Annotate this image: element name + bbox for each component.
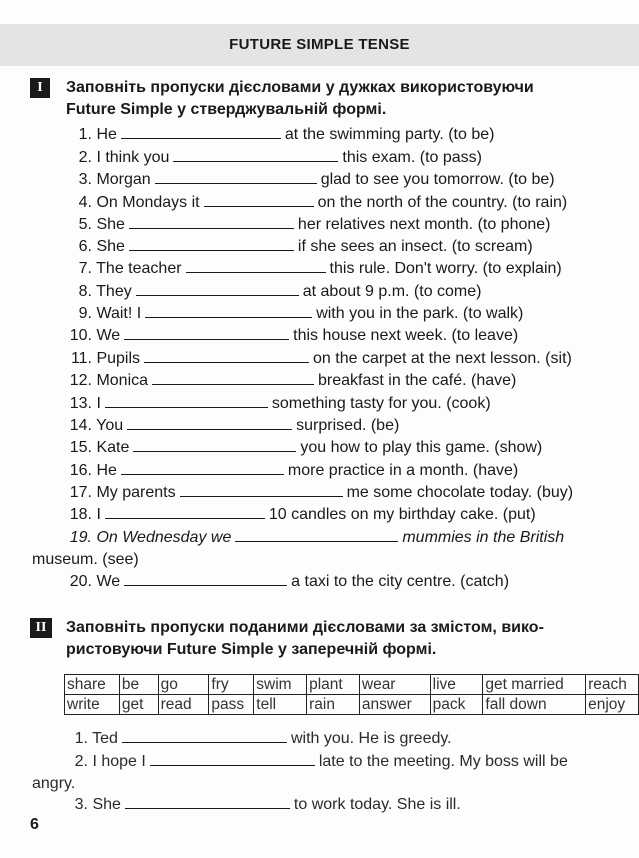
item-text-before: My parents <box>92 484 176 501</box>
section-1-item-12 <box>0 370 516 392</box>
item-text-after: if she sees an insect. (to scream) <box>297 238 533 255</box>
item-text-after: at the swimming party. (to be) <box>284 126 495 143</box>
item-text-before: We <box>92 573 121 590</box>
item-text-before: I <box>92 506 101 523</box>
section-1-item-13 <box>0 393 491 415</box>
item-text-before: She <box>88 796 121 813</box>
item-text-before: Monica <box>92 372 149 389</box>
section-2-item-2 <box>0 751 568 773</box>
section-1-item-15 <box>0 437 542 459</box>
item-number: 1. <box>74 730 88 747</box>
section-1-item-19 <box>0 527 564 549</box>
item-number: 2. <box>78 149 92 166</box>
section-1-item-11 <box>0 348 572 370</box>
section-1-item-1 <box>0 124 494 146</box>
section-1-marker: I <box>30 78 50 98</box>
verb-cell: tell <box>254 695 307 715</box>
verb-cell: go <box>158 675 209 695</box>
item-text-before: The teacher <box>92 260 182 277</box>
item-number: 19. <box>69 529 92 546</box>
item-number: 4. <box>78 194 92 211</box>
item-number: 7. <box>78 260 92 277</box>
item-text-after: late to the meeting. My boss will be <box>318 753 568 770</box>
verb-cell: pack <box>430 695 483 715</box>
answer-blank[interactable] <box>155 169 317 184</box>
item-text-after: with you in the park. (to walk) <box>316 305 524 322</box>
item-text-before: Pupils <box>92 350 141 367</box>
section-1-item-18 <box>0 504 536 526</box>
section-1-item-2 <box>0 147 482 169</box>
item-number: 11. <box>70 350 92 367</box>
answer-blank[interactable] <box>129 236 294 251</box>
verb-cell: enjoy <box>586 695 639 715</box>
item-text-before: Kate <box>92 439 130 456</box>
section-1-item-4 <box>0 192 567 214</box>
item-text-before: I hope I <box>88 753 146 770</box>
answer-blank[interactable] <box>129 214 294 229</box>
verb-cell: wear <box>359 675 430 695</box>
item-text-before: On Mondays it <box>92 194 200 211</box>
verb-cell: swim <box>254 675 307 695</box>
section-2-item-3 <box>0 794 461 816</box>
item-text-after: at about 9 p.m. (to come) <box>302 283 482 300</box>
item-text-after: on the north of the country. (to rain) <box>317 194 568 211</box>
answer-blank[interactable] <box>121 460 284 475</box>
section-1-item-9 <box>0 303 523 325</box>
item-text-after: her relatives next month. (to phone) <box>297 216 551 233</box>
item-text-before: On Wednesday we <box>92 529 232 546</box>
item-number: 16. <box>69 462 92 479</box>
section-2-item-1 <box>0 728 452 750</box>
section-1-item-8 <box>0 281 481 303</box>
answer-blank[interactable] <box>121 124 281 139</box>
item-number: 2. <box>74 753 88 770</box>
item-text-after: mummies in the British <box>402 529 565 546</box>
verb-cell: live <box>430 675 483 695</box>
item-number: 13. <box>69 395 92 412</box>
answer-blank[interactable] <box>124 571 287 586</box>
section-1-item-20 <box>0 571 509 593</box>
item-text-after: me some chocolate today. (buy) <box>346 484 574 501</box>
section-1-item-16 <box>0 460 518 482</box>
verb-cell: reach <box>586 675 639 695</box>
item-text-before: She <box>92 238 125 255</box>
verb-cell: write <box>65 695 120 715</box>
item-text-after: with you. He is greedy. <box>290 730 452 747</box>
answer-blank[interactable] <box>136 281 299 296</box>
section-1-item-17 <box>0 482 573 504</box>
verb-cell: plant <box>307 675 360 695</box>
item-number: 15. <box>69 439 92 456</box>
item-text-after: you how to play this game. (show) <box>300 439 543 456</box>
item-number: 3. <box>74 796 88 813</box>
verb-cell: get married <box>483 675 586 695</box>
item-number: 12. <box>69 372 92 389</box>
item-text-before: She <box>92 216 125 233</box>
verb-cell: read <box>158 695 209 715</box>
item-text-before: Wait! I <box>92 305 142 322</box>
item-text-before: He <box>92 462 117 479</box>
section-1-item-3 <box>0 169 555 191</box>
section-2-instruction-line-2: ристовуючи Future Simple у заперечній формі. <box>66 641 437 658</box>
item-text-after: on the carpet at the next lesson. (sit) <box>313 350 572 367</box>
section-1-item-7 <box>0 258 562 280</box>
answer-blank[interactable] <box>124 325 289 340</box>
verb-cell: share <box>65 675 120 695</box>
item-text-after: surprised. (be) <box>296 417 400 434</box>
answer-blank[interactable] <box>105 504 265 519</box>
item-number: 10. <box>69 327 92 344</box>
item-number: 6. <box>78 238 92 255</box>
answer-blank[interactable] <box>127 415 292 430</box>
answer-blank[interactable] <box>122 728 287 743</box>
item-continuation: angry. <box>32 775 76 792</box>
item-text-after: 10 candles on my birthday cake. (put) <box>268 506 536 523</box>
verb-row <box>65 675 639 695</box>
item-number: 8. <box>78 283 92 300</box>
verb-cell: rain <box>307 695 360 715</box>
answer-blank[interactable] <box>173 147 338 162</box>
section-1-item-6 <box>0 236 533 258</box>
item-text-before: We <box>92 327 121 344</box>
answer-blank[interactable] <box>125 794 290 809</box>
item-number: 1. <box>78 126 92 143</box>
item-number: 5. <box>78 216 92 233</box>
item-number: 20. <box>69 573 92 590</box>
section-2-instruction-line-1: Заповніть пропуски поданими дієсловами за змістом, вико- <box>66 619 544 636</box>
section-1-instruction-line-1: Заповніть пропуски дієсловами у дужках використовуючи <box>66 79 534 96</box>
answer-blank[interactable] <box>144 348 309 363</box>
item-text-before: I <box>92 395 101 412</box>
item-text-after: this exam. (to pass) <box>342 149 482 166</box>
item-text-before: They <box>92 283 132 300</box>
answer-blank[interactable] <box>235 527 398 542</box>
answer-blank[interactable] <box>180 482 343 497</box>
verb-cell: fry <box>209 675 254 695</box>
verb-cell: get <box>119 695 158 715</box>
item-number: 3. <box>78 171 92 188</box>
answer-blank[interactable] <box>150 751 315 766</box>
verb-cell: answer <box>359 695 430 715</box>
item-text-after: this house next week. (to leave) <box>293 327 519 344</box>
item-text-before: Ted <box>88 730 118 747</box>
item-text-before: Morgan <box>92 171 151 188</box>
item-text-before: I think you <box>92 149 170 166</box>
item-text-after: this rule. Don't worry. (to explain) <box>329 260 562 277</box>
answer-blank[interactable] <box>145 303 312 318</box>
item-text-after: a taxi to the city centre. (catch) <box>291 573 510 590</box>
item-number: 18. <box>69 506 92 523</box>
verb-row <box>65 695 639 715</box>
item-continuation: museum. (see) <box>32 551 139 568</box>
verb-cell: pass <box>209 695 254 715</box>
item-text-after: breakfast in the café. (have) <box>318 372 517 389</box>
verb-table <box>64 674 639 715</box>
section-1-item-10 <box>0 325 518 347</box>
verb-cell: fall down <box>483 695 586 715</box>
item-number: 14. <box>69 417 92 434</box>
item-number: 17. <box>69 484 92 501</box>
section-1-item-14 <box>0 415 399 437</box>
section-1-instruction-line-2: Future Simple у стверджувальній формі. <box>66 101 387 118</box>
page-title: FUTURE SIMPLE TENSE <box>229 36 410 53</box>
item-text-after: to work today. She is ill. <box>293 796 461 813</box>
page-number: 6 <box>30 816 39 833</box>
item-text-after: glad to see you tomorrow. (to be) <box>320 171 555 188</box>
answer-blank[interactable] <box>133 437 296 452</box>
answer-blank[interactable] <box>186 258 326 273</box>
section-2-marker: II <box>30 618 52 638</box>
item-text-after: something tasty for you. (cook) <box>271 395 491 412</box>
item-text-after: more practice in a month. (have) <box>287 462 519 479</box>
item-text-before: He <box>92 126 117 143</box>
item-text-before: You <box>92 417 124 434</box>
answer-blank[interactable] <box>105 393 268 408</box>
verb-cell: be <box>119 675 158 695</box>
section-1-item-5 <box>0 214 551 236</box>
answer-blank[interactable] <box>152 370 314 385</box>
answer-blank[interactable] <box>204 192 314 207</box>
item-number: 9. <box>78 305 92 322</box>
